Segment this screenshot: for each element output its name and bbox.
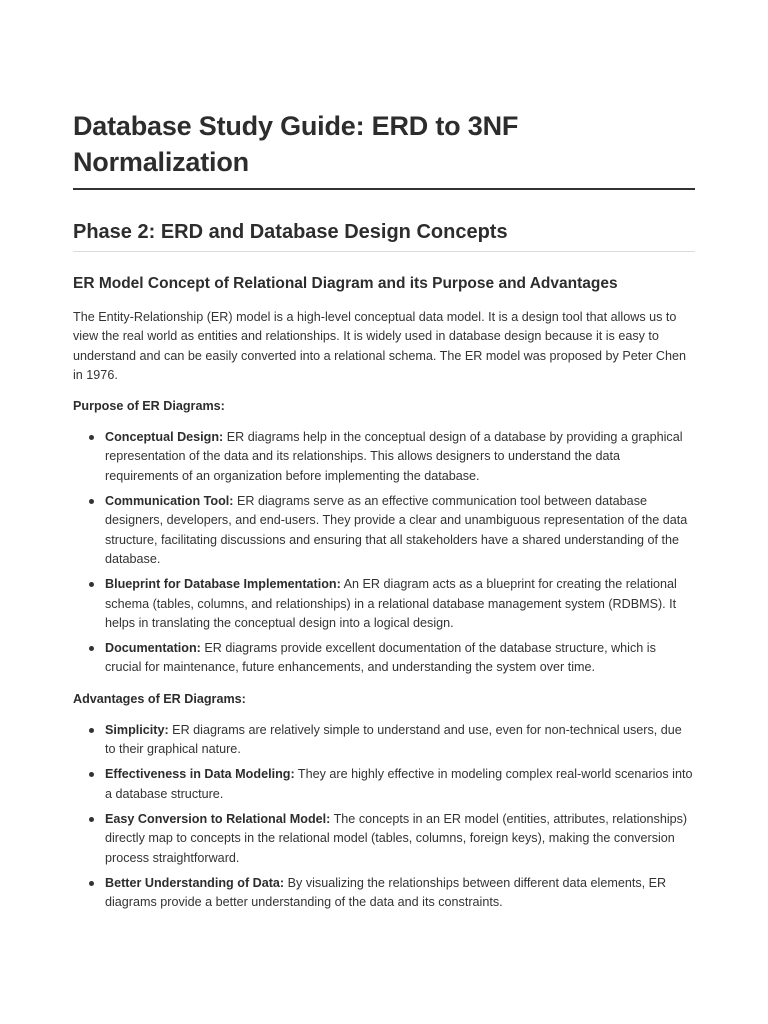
- advantage-term: Easy Conversion to Relational Model:: [105, 811, 331, 826]
- purpose-heading: Purpose of ER Diagrams:: [73, 399, 225, 414]
- bullet-dot-icon: [89, 772, 94, 777]
- purpose-text: ER diagrams serve as an effective communication tool between database designers, developers, and end-users. They provide a clear and unambiguous representation of the data structure, facilitating discussions and ensuring that all stakeholders have a shared understanding of the database.: [105, 494, 688, 566]
- purpose-term: Documentation:: [105, 641, 201, 656]
- bullet-dot-icon: [89, 499, 94, 504]
- advantages-list: [73, 721, 695, 913]
- purpose-item-documentation: [105, 639, 695, 678]
- advantage-text: The concepts in an ER model (entities, attributes, relationships) directly map to concepts in the relational model (tables, columns, foreign keys), making the conversion process straightforward.: [105, 811, 688, 865]
- advantage-text: By visualizing the relationships between different data elements, ER diagrams provide a better understanding of the data and its constraints.: [105, 875, 667, 910]
- purpose-term: Communication Tool:: [105, 494, 234, 509]
- bullet-dot-icon: [89, 435, 94, 440]
- purpose-text: ER diagrams help in the conceptual design of a database by providing a graphical representation of the data and its relationships. This allows designers to understand the data requirements of an organization before implementing the database.: [105, 430, 683, 483]
- purpose-term: Blueprint for Database Implementation:: [105, 577, 341, 592]
- purpose-item-conceptual-design: [105, 428, 695, 486]
- purpose-list: [73, 428, 695, 678]
- bullet-dot-icon: [89, 646, 94, 651]
- phase-title: Phase 2: ERD and Database Design Concepts: [73, 218, 695, 252]
- purpose-text: ER diagrams provide excellent documentation of the database structure, which is crucial for maintenance, future enhancements, and understanding the system over time.: [105, 641, 656, 675]
- advantage-item-effectiveness: [105, 765, 695, 804]
- advantage-item-better-understanding: [105, 874, 695, 913]
- advantage-item-easy-conversion: [105, 810, 695, 868]
- intro-paragraph: The Entity-Relationship (ER) model is a high-level conceptual data model. It is a design tool that allows us to view the real world as entities and relationships. It is widely used in database design because it is easy to understand and can be easily converted into a relational schema. The ER model was proposed by Peter Chen in 1976.: [73, 310, 687, 382]
- purpose-item-blueprint: [105, 575, 695, 633]
- bullet-dot-icon: [89, 728, 94, 733]
- advantage-term: Simplicity:: [105, 722, 169, 737]
- advantages-heading: Advantages of ER Diagrams:: [73, 691, 246, 706]
- document-title: Database Study Guide: ERD to 3NF Normalization: [73, 108, 695, 190]
- purpose-item-communication-tool: [105, 492, 695, 569]
- advantage-text: They are highly effective in modeling complex real-world scenarios into a database structure.: [105, 767, 693, 801]
- advantage-text: ER diagrams are relatively simple to understand and use, even for non-technical users, due to their graphical nature.: [105, 722, 682, 757]
- bullet-dot-icon: [89, 881, 94, 886]
- purpose-text: An ER diagram acts as a blueprint for creating the relational schema (tables, columns, and relationships) in a relational database management system (RDBMS). It helps in translating the conceptual design into a logical design.: [105, 577, 677, 630]
- bullet-dot-icon: [89, 817, 94, 822]
- purpose-term: Conceptual Design:: [105, 430, 224, 445]
- advantage-item-simplicity: [105, 721, 695, 760]
- section-title: ER Model Concept of Relational Diagram and its Purpose and Advantages: [73, 275, 618, 292]
- advantage-term: Effectiveness in Data Modeling:: [105, 767, 295, 782]
- advantage-term: Better Understanding of Data:: [105, 875, 285, 890]
- bullet-dot-icon: [89, 582, 94, 587]
